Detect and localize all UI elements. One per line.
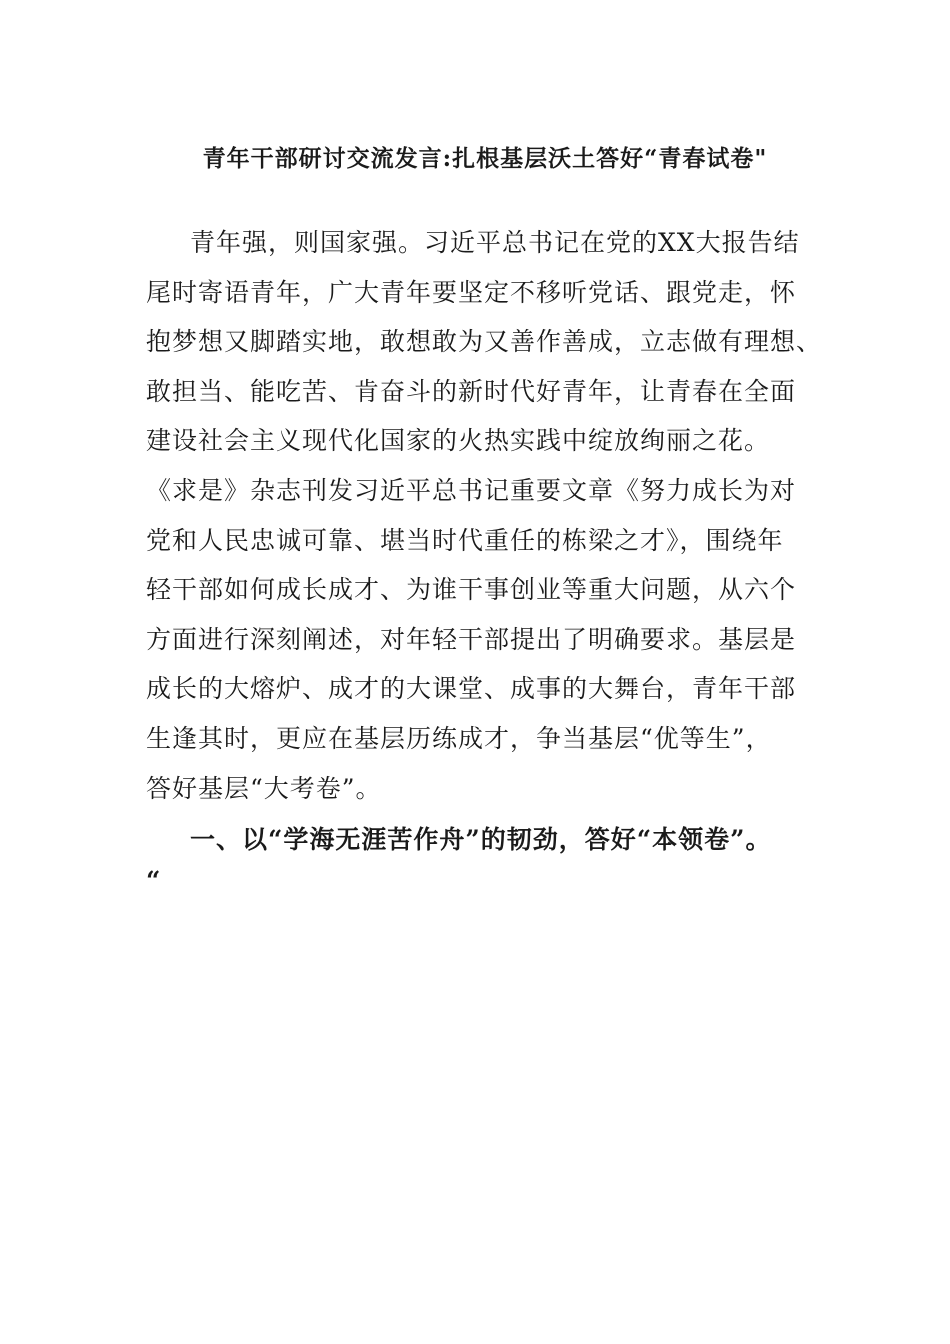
paragraph-line: 成长的大熔炉、成才的大课堂、成事的大舞台，青年干部 bbox=[146, 674, 797, 704]
document-title: 青年干部研讨交流发言:扎根基层沃土答好“青春试卷" bbox=[202, 145, 768, 172]
paragraph-line: 青年强，则国家强。习近平总书记在党的XX大报告结 bbox=[190, 228, 800, 257]
paragraph-line: 敢担当、能吃苦、肯奋斗的新时代好青年，让青春在全面 bbox=[146, 376, 797, 406]
stray-quote-mark: “ bbox=[146, 866, 161, 895]
paragraph-line: 尾时寄语青年，广大青年要坚定不移听党话、跟党走，怀 bbox=[146, 277, 797, 307]
paragraph-line: 党和人民忠诚可靠、堪当时代重任的栋梁之才》，围绕年 bbox=[146, 525, 784, 555]
paragraph-line: 答好基层“大考卷”。 bbox=[146, 773, 382, 803]
paragraph-line: 建设社会主义现代化国家的火热实践中绽放绚丽之花。 bbox=[146, 426, 771, 456]
paragraph-line: 方面进行深刻阐述，对年轻干部提出了明确要求。基层是 bbox=[146, 624, 797, 654]
paragraph-line: 抱梦想又脚踏实地，敢想敢为又善作善成，立志做有理想、 bbox=[146, 327, 823, 357]
paragraph-line: 轻干部如何成长成才、为谁干事创业等重大问题，从六个 bbox=[146, 575, 797, 605]
paragraph-line: 生逢其时，更应在基层历练成才，争当基层“优等生”， bbox=[146, 723, 772, 753]
body-paragraph bbox=[146, 218, 846, 813]
section-heading: 一、以“学海无涯苦作舟”的韧劲，答好“本领卷”。 bbox=[190, 825, 772, 854]
paragraph-line: 《求是》杂志刊发习近平总书记重要文章《努力成长为对 bbox=[146, 475, 797, 505]
